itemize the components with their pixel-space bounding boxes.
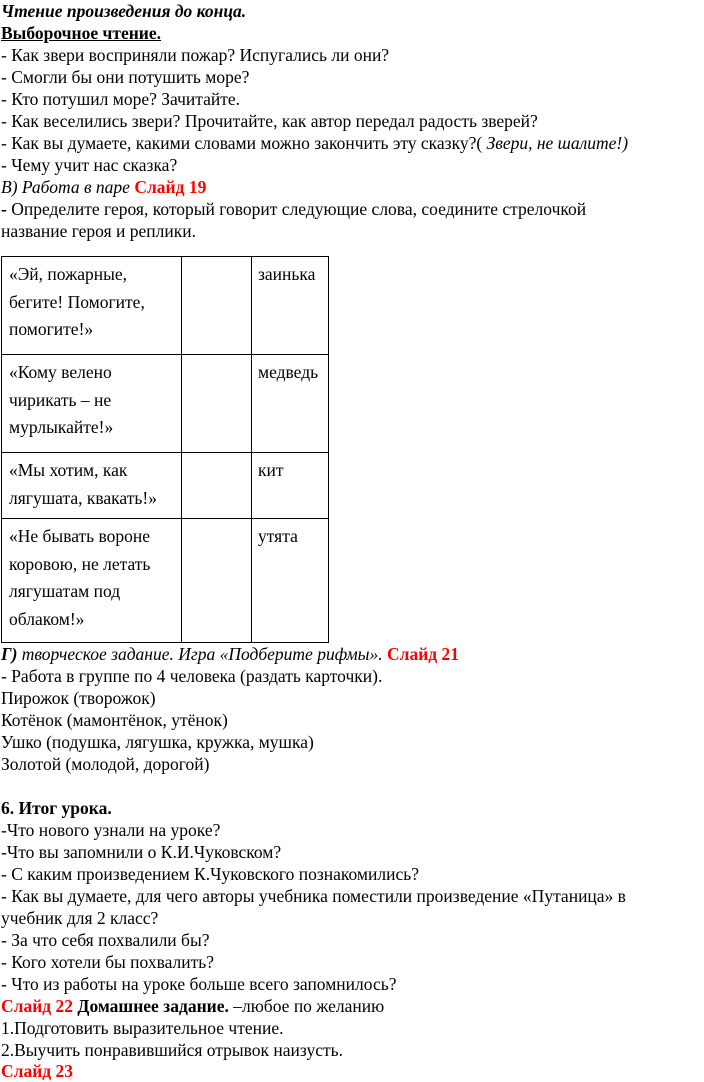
text-line: [1, 132, 628, 154]
quote-cell: [2, 519, 182, 643]
empty-cell: [182, 355, 252, 453]
text-line: [1, 643, 459, 665]
text-line: [1, 198, 586, 220]
text-line: [1, 665, 382, 687]
text-run: -Что нового узнали на уроке?: [1, 820, 221, 840]
slide-label: Слайд 23: [1, 1061, 74, 1081]
text-run: В) Работа в паре: [1, 177, 135, 197]
slide-label: Слайд 21: [386, 644, 460, 664]
text-line: [1, 66, 249, 88]
text-run: - Как вы думаете, какими словами можно закончить эту сказку?(: [1, 133, 487, 153]
text-line: [1, 863, 419, 885]
text-line: [1, 797, 112, 819]
text-run: - Кого хотели бы похвалить?: [1, 952, 215, 972]
quote-line: «Кому велено: [9, 362, 112, 382]
text-line: [1, 709, 228, 731]
slide-label: Слайд 19: [134, 177, 207, 197]
table-row: [2, 453, 329, 519]
slide-label: Слайд 22: [1, 996, 74, 1016]
text-run: Определите героя, который говорит следующие слова, соедините стрелочкой: [11, 199, 587, 219]
text-run: - Как веселились звери? Прочитайте, как автор передал радость зверей?: [1, 111, 538, 131]
text-line: [1, 951, 214, 973]
quote-line: мурлыкайте!»: [9, 417, 114, 437]
text-run: Чтение произведения до конца.: [1, 1, 247, 21]
quote-line: лягушатам под: [9, 581, 121, 601]
text-run: Котёнок (мамонтёнок, утёнок): [1, 710, 228, 730]
text-run: - Как вы думаете, для чего авторы учебника поместили произведение «Путаница» в: [1, 886, 626, 906]
text-run: Выборочное чтение.: [1, 23, 162, 43]
text-run: - Что из работы на уроке больше всего запомнилось?: [1, 974, 397, 994]
text-run: –любое по желанию: [228, 996, 385, 1016]
text-run: -Что вы запомнили о К.И.Чуковском?: [1, 842, 282, 862]
text-run: - Работа в группе по 4 человека (раздать карточки).: [1, 666, 383, 686]
text-run: - С каким произведением К.Чуковского познакомились?: [1, 864, 419, 884]
hero-cell: заинька: [252, 257, 329, 355]
quote-line: чирикать – не: [9, 389, 112, 410]
quote-line: «Не бывать вороне: [9, 526, 151, 546]
text-run: Домашнее задание.: [73, 996, 229, 1016]
text-run: -: [1, 199, 12, 219]
text-line: [1, 1039, 343, 1061]
text-run: - За что себя похвалили бы?: [1, 930, 210, 950]
empty-cell: [182, 519, 252, 643]
text-line: [1, 44, 389, 66]
matching-table: [1, 256, 329, 643]
text-line: [1, 220, 196, 242]
table-row: [2, 519, 329, 643]
quote-line: «Мы хотим, как: [9, 460, 128, 480]
text-run: учебник для 2 класс?: [1, 908, 159, 928]
text-line: [1, 110, 538, 132]
text-run: Пирожок (творожок): [1, 688, 156, 708]
quote-cell: [2, 257, 182, 355]
text-line: [1, 176, 206, 198]
text-line: [1, 1060, 73, 1082]
text-line: [1, 753, 209, 775]
text-line: [1, 885, 626, 907]
text-line: [1, 687, 156, 709]
text-line: [1, 0, 246, 22]
text-run: 1.Подготовить выразительное чтение.: [1, 1018, 284, 1038]
text-run: - Чему учит нас сказка?: [1, 155, 178, 175]
text-line: [1, 841, 281, 863]
table-row: [2, 257, 329, 355]
text-run: 2.Выучить понравившийся отрывок наизусть.: [1, 1040, 343, 1060]
text-line: [1, 907, 158, 929]
text-line: [1, 154, 177, 176]
quote-line: помогите!»: [9, 319, 94, 339]
text-run: Г): [1, 644, 22, 664]
text-run: Звери, не шалите!): [486, 133, 629, 153]
quote-line: облаком!»: [9, 608, 85, 629]
quote-line: коровою, не летать: [9, 553, 151, 574]
empty-cell: [182, 453, 252, 519]
hero-cell: медведь: [252, 355, 329, 453]
text-run: творческое задание. Игра «Подберите рифмы».: [21, 644, 387, 664]
table-row: [2, 355, 329, 453]
quote-cell: [2, 453, 182, 519]
text-line: [1, 1017, 283, 1039]
text-run: название героя и реплики.: [1, 221, 196, 241]
text-line: [1, 819, 220, 841]
text-line: [1, 973, 396, 995]
quote-line: бегите! Помогите,: [9, 291, 145, 312]
text-line: [1, 88, 240, 110]
empty-cell: [182, 257, 252, 355]
text-run: - Смогли бы они потушить море?: [1, 67, 250, 87]
hero-cell: кит: [252, 453, 329, 519]
text-run: 6. Итог урока.: [1, 798, 112, 818]
quote-cell: [2, 355, 182, 453]
text-line: [1, 731, 314, 753]
quote-line: лягушата, квакать!»: [9, 487, 157, 508]
text-run: - Как звери восприняли пожар? Испугались ли они?: [1, 45, 390, 65]
text-line: [1, 22, 161, 44]
text-run: - Кто потушил море? Зачитайте.: [1, 89, 241, 109]
quote-line: «Эй, пожарные,: [9, 264, 127, 284]
text-run: Золотой (молодой, дорогой): [1, 754, 210, 774]
text-line: [1, 929, 209, 951]
hero-cell: утята: [252, 519, 329, 643]
text-line: [1, 995, 384, 1017]
text-run: Ушко (подушка, лягушка, кружка, мушка): [1, 732, 314, 752]
